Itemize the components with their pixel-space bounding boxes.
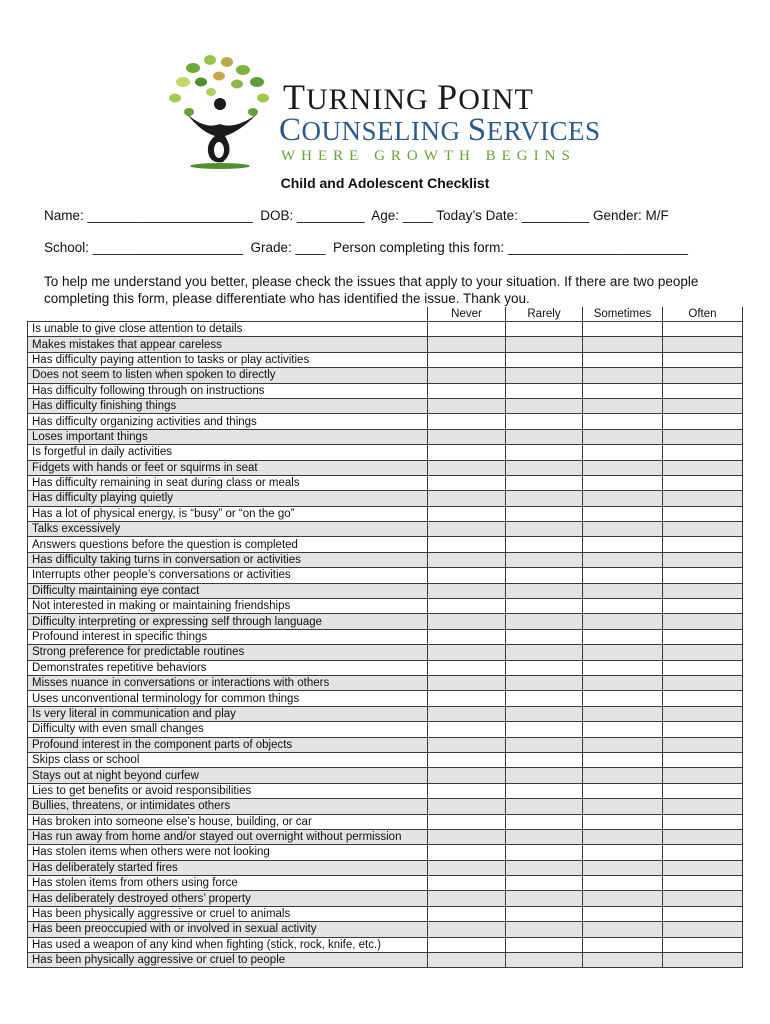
check-cell-never[interactable] — [428, 660, 506, 675]
check-cell-rarely[interactable] — [506, 906, 583, 921]
check-cell-rarely[interactable] — [506, 891, 583, 906]
checklist-item-label: Is unable to give close attention to details — [28, 322, 428, 337]
check-cell-often[interactable] — [663, 460, 743, 475]
check-cell-often[interactable] — [663, 814, 743, 829]
check-cell-sometimes[interactable] — [583, 876, 663, 891]
check-cell-never[interactable] — [428, 768, 506, 783]
check-cell-rarely[interactable] — [506, 599, 583, 614]
check-cell-rarely[interactable] — [506, 768, 583, 783]
header-sometimes: Sometimes — [583, 307, 663, 322]
check-cell-never[interactable] — [428, 845, 506, 860]
check-cell-rarely[interactable] — [506, 629, 583, 644]
check-cell-rarely[interactable] — [506, 322, 583, 337]
table-row — [28, 352, 743, 367]
check-cell-rarely[interactable] — [506, 552, 583, 567]
check-cell-sometimes[interactable] — [583, 491, 663, 506]
checklist-item-label: Has been preoccupied with or involved in sexual activity — [28, 922, 428, 937]
check-cell-rarely[interactable] — [506, 799, 583, 814]
check-cell-often[interactable] — [663, 629, 743, 644]
check-cell-never[interactable] — [428, 752, 506, 767]
check-cell-rarely[interactable] — [506, 352, 583, 367]
check-cell-often[interactable] — [663, 506, 743, 521]
check-cell-never[interactable] — [428, 799, 506, 814]
check-cell-never[interactable] — [428, 475, 506, 490]
patient-info-line[interactable]: Name: ______________________ DOB: _________ Age: ____ Today’s Date: _________ Gender: M/F — [44, 208, 669, 223]
check-cell-often[interactable] — [663, 906, 743, 921]
check-cell-never[interactable] — [428, 445, 506, 460]
check-cell-sometimes[interactable] — [583, 537, 663, 552]
check-cell-rarely[interactable] — [506, 675, 583, 690]
check-cell-never[interactable] — [428, 876, 506, 891]
check-cell-often[interactable] — [663, 383, 743, 398]
table-row — [28, 460, 743, 475]
table-row — [28, 783, 743, 798]
check-cell-rarely[interactable] — [506, 922, 583, 937]
check-cell-sometimes[interactable] — [583, 568, 663, 583]
check-cell-rarely[interactable] — [506, 460, 583, 475]
check-cell-often[interactable] — [663, 737, 743, 752]
checklist-item-label: Skips class or school — [28, 752, 428, 767]
table-row — [28, 675, 743, 690]
checklist-item-label: Profound interest in the component parts of objects — [28, 737, 428, 752]
check-cell-often[interactable] — [663, 352, 743, 367]
check-cell-often[interactable] — [663, 445, 743, 460]
check-cell-never[interactable] — [428, 737, 506, 752]
check-cell-sometimes[interactable] — [583, 398, 663, 413]
check-cell-never[interactable] — [428, 537, 506, 552]
table-row — [28, 629, 743, 644]
checklist-item-label: Has difficulty organizing activities and things — [28, 414, 428, 429]
table-row — [28, 614, 743, 629]
check-cell-never[interactable] — [428, 568, 506, 583]
check-cell-rarely[interactable] — [506, 568, 583, 583]
table-row — [28, 599, 743, 614]
check-cell-often[interactable] — [663, 368, 743, 383]
check-cell-rarely[interactable] — [506, 860, 583, 875]
check-cell-often[interactable] — [663, 568, 743, 583]
check-cell-rarely[interactable] — [506, 429, 583, 444]
check-cell-sometimes[interactable] — [583, 845, 663, 860]
check-cell-sometimes[interactable] — [583, 583, 663, 598]
check-cell-often[interactable] — [663, 583, 743, 598]
checklist-item-label: Has deliberately started fires — [28, 860, 428, 875]
check-cell-rarely[interactable] — [506, 398, 583, 413]
checklist-item-label: Uses unconventional terminology for common things — [28, 691, 428, 706]
check-cell-often[interactable] — [663, 675, 743, 690]
table-row — [28, 814, 743, 829]
checklist-item-label: Has been physically aggressive or cruel to animals — [28, 906, 428, 921]
check-cell-rarely[interactable] — [506, 845, 583, 860]
check-cell-never[interactable] — [428, 706, 506, 721]
table-row — [28, 429, 743, 444]
check-cell-never[interactable] — [428, 383, 506, 398]
check-cell-often[interactable] — [663, 706, 743, 721]
table-row — [28, 799, 743, 814]
checklist-item-label: Has difficulty playing quietly — [28, 491, 428, 506]
checklist-item-label: Has stolen items when others were not looking — [28, 845, 428, 860]
table-row — [28, 906, 743, 921]
check-cell-sometimes[interactable] — [583, 783, 663, 798]
check-cell-rarely[interactable] — [506, 722, 583, 737]
check-cell-rarely[interactable] — [506, 583, 583, 598]
check-cell-often[interactable] — [663, 783, 743, 798]
table-row — [28, 368, 743, 383]
check-cell-never[interactable] — [428, 937, 506, 952]
check-cell-sometimes[interactable] — [583, 614, 663, 629]
check-cell-never[interactable] — [428, 337, 506, 352]
checklist-item-label: Demonstrates repetitive behaviors — [28, 660, 428, 675]
check-cell-sometimes[interactable] — [583, 368, 663, 383]
check-cell-rarely[interactable] — [506, 506, 583, 521]
checklist-item-label: Difficulty maintaining eye contact — [28, 583, 428, 598]
table-row — [28, 445, 743, 460]
table-row — [28, 860, 743, 875]
check-cell-often[interactable] — [663, 860, 743, 875]
check-cell-often[interactable] — [663, 645, 743, 660]
check-cell-rarely[interactable] — [506, 937, 583, 952]
check-cell-often[interactable] — [663, 829, 743, 844]
checklist-item-label: Not interested in making or maintaining friendships — [28, 599, 428, 614]
checklist-item-label: Has used a weapon of any kind when fighting (stick, rock, knife, etc.) — [28, 937, 428, 952]
check-cell-often[interactable] — [663, 398, 743, 413]
check-cell-rarely[interactable] — [506, 752, 583, 767]
check-cell-often[interactable] — [663, 845, 743, 860]
check-cell-often[interactable] — [663, 337, 743, 352]
check-cell-rarely[interactable] — [506, 783, 583, 798]
company-logo — [165, 52, 605, 170]
check-cell-rarely[interactable] — [506, 491, 583, 506]
check-cell-often[interactable] — [663, 691, 743, 706]
check-cell-often[interactable] — [663, 599, 743, 614]
table-row — [28, 383, 743, 398]
check-cell-sometimes[interactable] — [583, 475, 663, 490]
check-cell-never[interactable] — [428, 922, 506, 937]
checklist-item-label: Interrupts other people’s conversations or activities — [28, 568, 428, 583]
check-cell-sometimes[interactable] — [583, 660, 663, 675]
check-cell-rarely[interactable] — [506, 614, 583, 629]
table-row — [28, 768, 743, 783]
check-cell-never[interactable] — [428, 691, 506, 706]
check-cell-sometimes[interactable] — [583, 429, 663, 444]
check-cell-rarely[interactable] — [506, 953, 583, 968]
check-cell-sometimes[interactable] — [583, 445, 663, 460]
form-title: Child and Adolescent Checklist — [280, 175, 490, 191]
check-cell-rarely[interactable] — [506, 522, 583, 537]
check-cell-never[interactable] — [428, 953, 506, 968]
check-cell-never[interactable] — [428, 429, 506, 444]
check-cell-often[interactable] — [663, 414, 743, 429]
checklist-item-label: Has difficulty following through on instructions — [28, 383, 428, 398]
check-cell-never[interactable] — [428, 629, 506, 644]
checklist-item-label: Has broken into someone else’s house, building, or car — [28, 814, 428, 829]
tree-logo-icon — [165, 52, 275, 170]
checklist-item-label: Difficulty with even small changes — [28, 722, 428, 737]
check-cell-sometimes[interactable] — [583, 768, 663, 783]
check-cell-often[interactable] — [663, 537, 743, 552]
checklist-item-label: Has difficulty remaining in seat during class or meals — [28, 475, 428, 490]
checklist-table — [27, 307, 743, 968]
check-cell-often[interactable] — [663, 552, 743, 567]
check-cell-sometimes[interactable] — [583, 322, 663, 337]
check-cell-never[interactable] — [428, 891, 506, 906]
table-row — [28, 937, 743, 952]
check-cell-sometimes[interactable] — [583, 706, 663, 721]
table-row — [28, 491, 743, 506]
school-info-line[interactable]: School: ____________________ Grade: ____ Person completing this form: ________________________ — [44, 240, 689, 255]
check-cell-never[interactable] — [428, 783, 506, 798]
check-cell-rarely[interactable] — [506, 660, 583, 675]
checklist-item-label: Has run away from home and/or stayed out overnight without permission — [28, 829, 428, 844]
check-cell-sometimes[interactable] — [583, 337, 663, 352]
check-cell-never[interactable] — [428, 645, 506, 660]
check-cell-sometimes[interactable] — [583, 953, 663, 968]
checklist-item-label: Talks excessively — [28, 522, 428, 537]
checklist-item-label: Has difficulty paying attention to tasks or play activities — [28, 352, 428, 367]
check-cell-sometimes[interactable] — [583, 906, 663, 921]
checklist-item-label: Difficulty interpreting or expressing self through language — [28, 614, 428, 629]
table-row — [28, 537, 743, 552]
table-row — [28, 953, 743, 968]
check-cell-rarely[interactable] — [506, 706, 583, 721]
brand-subtitle: COUNSELING SERVICES — [279, 112, 601, 148]
check-cell-often[interactable] — [663, 522, 743, 537]
table-row — [28, 829, 743, 844]
check-cell-rarely[interactable] — [506, 814, 583, 829]
check-cell-rarely[interactable] — [506, 337, 583, 352]
check-cell-never[interactable] — [428, 491, 506, 506]
checklist-item-label: Has difficulty taking turns in conversation or activities — [28, 552, 428, 567]
header-blank — [28, 307, 428, 322]
check-cell-rarely[interactable] — [506, 537, 583, 552]
table-row — [28, 398, 743, 413]
table-row — [28, 876, 743, 891]
check-cell-rarely[interactable] — [506, 368, 583, 383]
check-cell-never[interactable] — [428, 368, 506, 383]
check-cell-sometimes[interactable] — [583, 722, 663, 737]
table-row — [28, 475, 743, 490]
checklist-item-label: Strong preference for predictable routines — [28, 645, 428, 660]
checklist-item-label: Has stolen items from others using force — [28, 876, 428, 891]
brand-tagline: WHERE GROWTH BEGINS — [281, 148, 576, 164]
check-cell-rarely[interactable] — [506, 737, 583, 752]
header-rarely: Rarely — [506, 307, 583, 322]
header-often: Often — [663, 307, 743, 322]
instructions: To help me understand you better, please check the issues that apply to your situation. If there are two people completing this form, please differentiate who has identified the issue. Thank you. — [44, 274, 699, 306]
check-cell-sometimes[interactable] — [583, 414, 663, 429]
check-cell-never[interactable] — [428, 398, 506, 413]
check-cell-never[interactable] — [428, 860, 506, 875]
check-cell-sometimes[interactable] — [583, 675, 663, 690]
check-cell-never[interactable] — [428, 675, 506, 690]
check-cell-sometimes[interactable] — [583, 506, 663, 521]
check-cell-sometimes[interactable] — [583, 891, 663, 906]
table-row — [28, 337, 743, 352]
check-cell-rarely[interactable] — [506, 645, 583, 660]
check-cell-sometimes[interactable] — [583, 752, 663, 767]
check-cell-often[interactable] — [663, 660, 743, 675]
check-cell-sometimes[interactable] — [583, 645, 663, 660]
checklist-item-label: Is very literal in communication and play — [28, 706, 428, 721]
checklist-item-label: Does not seem to listen when spoken to directly — [28, 368, 428, 383]
check-cell-rarely[interactable] — [506, 445, 583, 460]
check-cell-sometimes[interactable] — [583, 860, 663, 875]
checklist-item-label: Makes mistakes that appear careless — [28, 337, 428, 352]
table-row — [28, 568, 743, 583]
table-row — [28, 645, 743, 660]
table-row — [28, 845, 743, 860]
checklist-item-label: Stays out at night beyond curfew — [28, 768, 428, 783]
check-cell-sometimes[interactable] — [583, 599, 663, 614]
table-row — [28, 891, 743, 906]
checklist-item-label: Has been physically aggressive or cruel to people — [28, 953, 428, 968]
checklist-item-label: Loses important things — [28, 429, 428, 444]
table-row — [28, 660, 743, 675]
table-row — [28, 722, 743, 737]
check-cell-rarely[interactable] — [506, 691, 583, 706]
check-cell-never[interactable] — [428, 814, 506, 829]
check-cell-rarely[interactable] — [506, 475, 583, 490]
checklist-item-label: Answers questions before the question is completed — [28, 537, 428, 552]
check-cell-sometimes[interactable] — [583, 829, 663, 844]
check-cell-sometimes[interactable] — [583, 922, 663, 937]
table-row — [28, 583, 743, 598]
check-cell-sometimes[interactable] — [583, 552, 663, 567]
check-cell-never[interactable] — [428, 506, 506, 521]
check-cell-often[interactable] — [663, 937, 743, 952]
check-cell-sometimes[interactable] — [583, 814, 663, 829]
checklist-item-label: Bullies, threatens, or intimidates others — [28, 799, 428, 814]
check-cell-rarely[interactable] — [506, 876, 583, 891]
check-cell-often[interactable] — [663, 752, 743, 767]
check-cell-often[interactable] — [663, 922, 743, 937]
table-row — [28, 691, 743, 706]
check-cell-never[interactable] — [428, 414, 506, 429]
table-row — [28, 737, 743, 752]
check-cell-rarely[interactable] — [506, 414, 583, 429]
check-cell-often[interactable] — [663, 322, 743, 337]
checklist-item-label: Misses nuance in conversations or interactions with others — [28, 675, 428, 690]
check-cell-rarely[interactable] — [506, 829, 583, 844]
check-cell-sometimes[interactable] — [583, 691, 663, 706]
check-cell-never[interactable] — [428, 522, 506, 537]
check-cell-often[interactable] — [663, 799, 743, 814]
check-cell-sometimes[interactable] — [583, 799, 663, 814]
check-cell-sometimes[interactable] — [583, 522, 663, 537]
table-row — [28, 706, 743, 721]
check-cell-often[interactable] — [663, 491, 743, 506]
check-cell-often[interactable] — [663, 953, 743, 968]
check-cell-often[interactable] — [663, 722, 743, 737]
check-cell-sometimes[interactable] — [583, 629, 663, 644]
check-cell-never[interactable] — [428, 599, 506, 614]
checklist-item-label: Has deliberately destroyed others’ property — [28, 891, 428, 906]
check-cell-never[interactable] — [428, 552, 506, 567]
table-row — [28, 922, 743, 937]
check-cell-never[interactable] — [428, 583, 506, 598]
check-cell-never[interactable] — [428, 352, 506, 367]
check-cell-never[interactable] — [428, 906, 506, 921]
table-row — [28, 752, 743, 767]
check-cell-often[interactable] — [663, 429, 743, 444]
check-cell-never[interactable] — [428, 829, 506, 844]
check-cell-never[interactable] — [428, 322, 506, 337]
table-row — [28, 522, 743, 537]
table-header-row — [28, 307, 743, 322]
checklist-item-label: Is forgetful in daily activities — [28, 445, 428, 460]
table-row — [28, 506, 743, 521]
check-cell-often[interactable] — [663, 475, 743, 490]
table-row — [28, 552, 743, 567]
checklist-item-label: Lies to get benefits or avoid responsibilities — [28, 783, 428, 798]
check-cell-sometimes[interactable] — [583, 460, 663, 475]
check-cell-never[interactable] — [428, 460, 506, 475]
check-cell-never[interactable] — [428, 614, 506, 629]
checklist-item-label: Profound interest in specific things — [28, 629, 428, 644]
check-cell-rarely[interactable] — [506, 383, 583, 398]
check-cell-often[interactable] — [663, 768, 743, 783]
header-never: Never — [428, 307, 506, 322]
checklist-item-label: Has difficulty finishing things — [28, 398, 428, 413]
check-cell-sometimes[interactable] — [583, 737, 663, 752]
check-cell-often[interactable] — [663, 891, 743, 906]
check-cell-sometimes[interactable] — [583, 383, 663, 398]
checklist-item-label: Has a lot of physical energy, is “busy” or “on the go” — [28, 506, 428, 521]
check-cell-often[interactable] — [663, 614, 743, 629]
table-row — [28, 322, 743, 337]
check-cell-never[interactable] — [428, 722, 506, 737]
check-cell-sometimes[interactable] — [583, 352, 663, 367]
checklist-item-label: Fidgets with hands or feet or squirms in seat — [28, 460, 428, 475]
check-cell-sometimes[interactable] — [583, 937, 663, 952]
brand-name: TURNING POINT — [283, 77, 534, 117]
check-cell-often[interactable] — [663, 876, 743, 891]
table-row — [28, 414, 743, 429]
